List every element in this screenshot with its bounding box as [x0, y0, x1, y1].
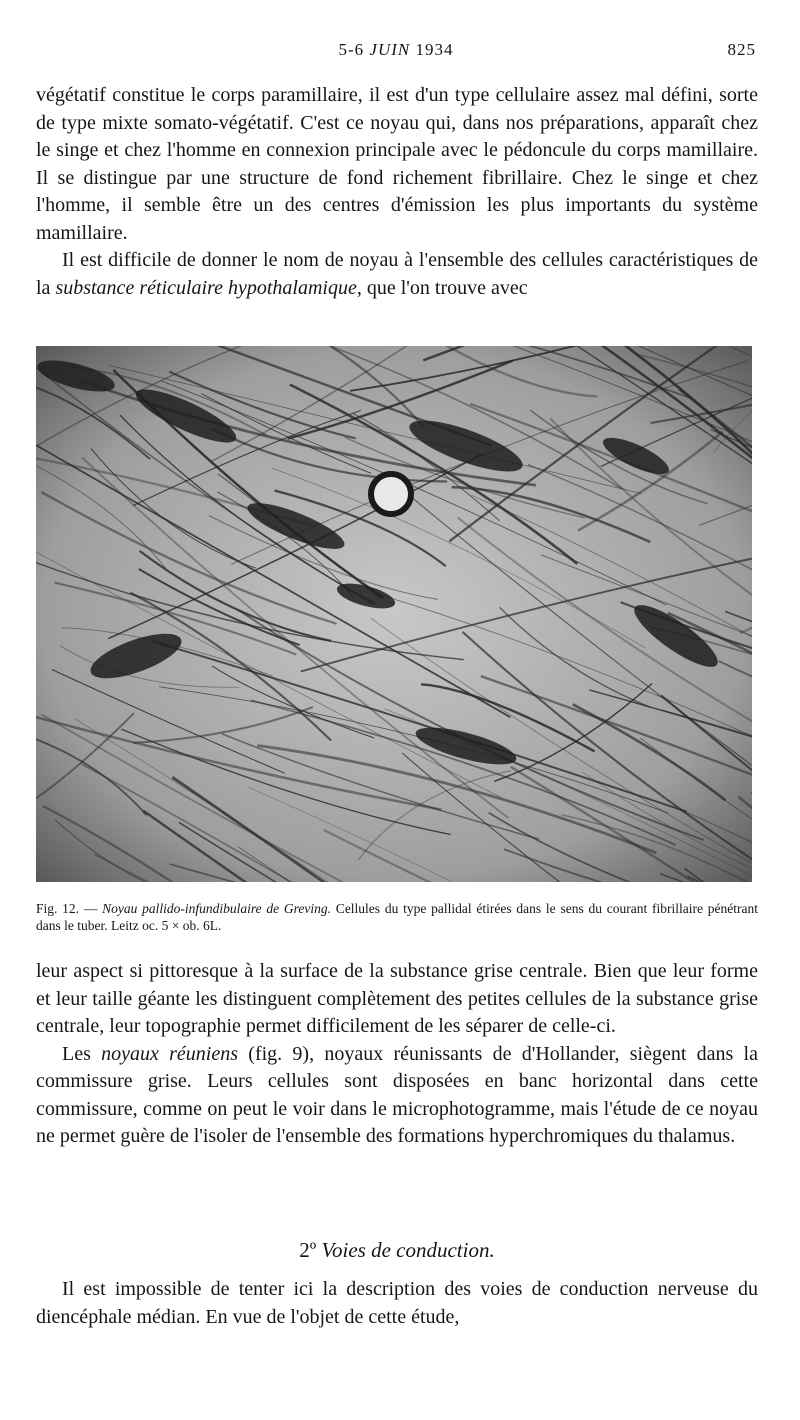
- date-year: 1934: [410, 40, 454, 59]
- body-text-bottom: [36, 1276, 758, 1331]
- running-title: [36, 40, 756, 60]
- paragraph-second: Il est difficile de donner le nom de noyau à l'ensemble des cellules caractéristiques de la substance réticulaire hypothalamique, que l'on trouve avec: [36, 249, 758, 299]
- body-text-top: [36, 82, 758, 302]
- micrograph-image: [36, 346, 752, 882]
- section-number: 2º: [299, 1238, 322, 1262]
- emphasis-substance-reticulaire: substance réticulaire hypothalamique: [55, 276, 357, 299]
- date-month: JUIN: [369, 40, 411, 59]
- running-head: [36, 40, 756, 66]
- paragraph-top: végétatif constitue le corps paramillaire, il est d'un type cellulaire assez mal défini, sorte de type mixte somato-végétatif. C'est ce noyau qui, dans nos préparations, apparaît chez le singe et chez l'homme en connexion principale avec le pédoncule du corps mamillaire. Il se distingue par une structure de fond richement fibrillaire. Chez le singe et chez l'homme, il semble être un des centres d'émission les plus importants du système mamillaire.: [36, 84, 758, 244]
- section-heading: [36, 1238, 758, 1263]
- emphasis-noyaux-reuniens: noyaux réuniens: [101, 1042, 239, 1065]
- figure-label: Fig. 12. —: [36, 901, 103, 916]
- vessel-cross-section: [371, 474, 411, 514]
- date-prefix: 5-6: [338, 40, 370, 59]
- body-text-middle: [36, 958, 758, 1151]
- paragraph-fourth: Les noyaux réuniens (fig. 9), noyaux réunissants de d'Hollander, siègent dans la commissure grise. Leurs cellules sont disposées en banc horizontal dans cette commissure, comme on peut le voir dans le microphotogramme, mais l'étude de ce noyau ne permet guère de l'isoler de l'ensemble des formations hyperchromiques du thalamus.: [36, 1042, 758, 1147]
- figure-caption: [36, 900, 758, 934]
- page-number: 825: [727, 40, 756, 59]
- paragraph-fifth: Il est impossible de tenter ici la description des voies de conduction nerveuse du diencéphale médian. En vue de l'objet de cette étude,: [36, 1278, 758, 1328]
- section-title: Voies de conduction.: [321, 1238, 495, 1262]
- figure-title: Noyau pallido-infundibulaire de Greving.: [102, 901, 332, 916]
- micrograph-figure: [36, 346, 752, 882]
- figure-description: Cellules du type pallidal étirées dans le sens du courant fibrillaire pénétrant dans le tuber. Leitz oc. 5 × ob. 6L.: [36, 901, 758, 933]
- paragraph-third: leur aspect si pittoresque à la surface de la substance grise centrale. Bien que leur forme et leur taille géante les distinguent complètement des petites cellules de la substance grise centrale, leur topographie permet difficilement de les séparer de celle-ci.: [36, 960, 758, 1037]
